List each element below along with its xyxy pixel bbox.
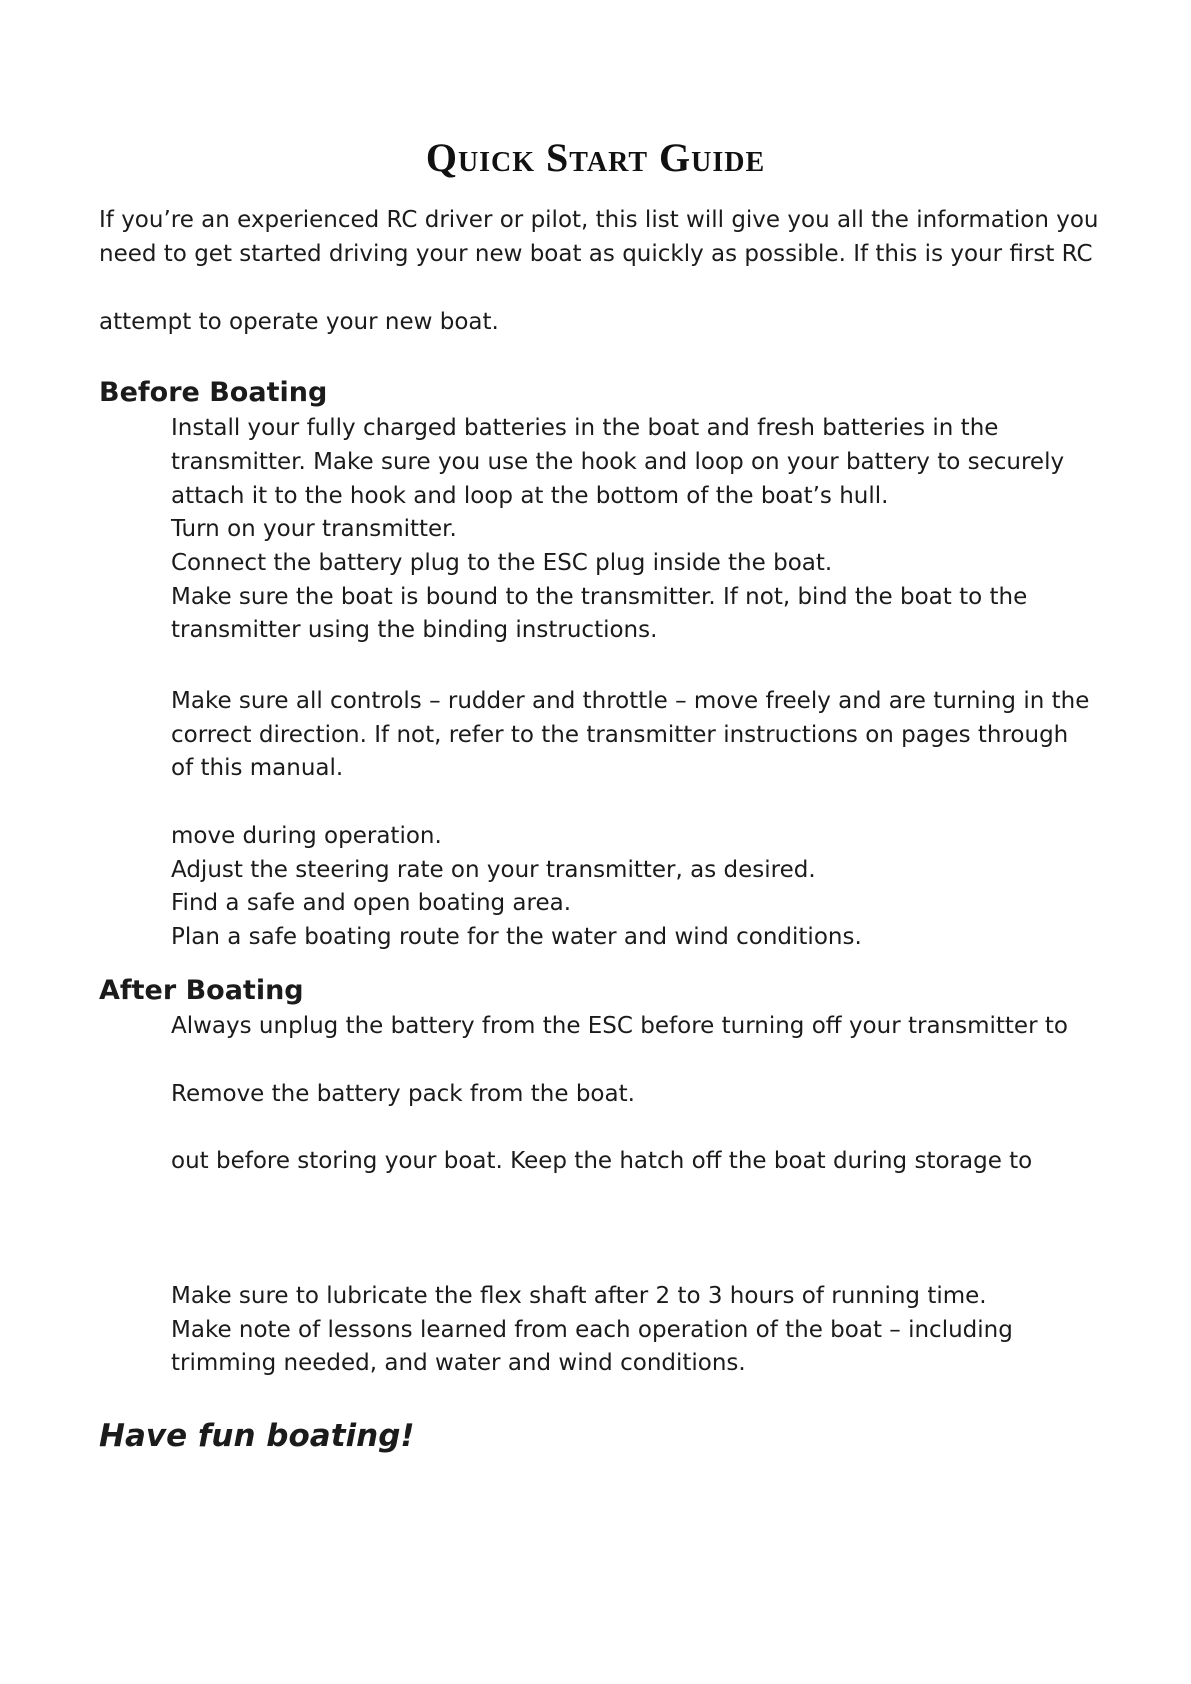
after-boating-line: Make note of lessons learned from each operation of the boat – including <box>171 1317 1013 1343</box>
before-boating-line: Turn on your transmitter. <box>171 516 457 542</box>
intro-line: need to get started driving your new boat as quickly as possible. If this is your first RC <box>99 241 1093 267</box>
before-boating-line: Connect the battery plug to the ESC plug inside the boat. <box>171 550 833 576</box>
before-boating-line: attach it to the hook and loop at the bottom of the boat’s hull. <box>171 483 889 509</box>
before-boating-line: transmitter. Make sure you use the hook and loop on your battery to securely <box>171 449 1065 475</box>
before-boating-line: Make sure the boat is bound to the transmitter. If not, bind the boat to the <box>171 584 1028 610</box>
intro-line: attempt to operate your new boat. <box>99 309 499 335</box>
after-boating-line: trimming needed, and water and wind conditions. <box>171 1350 746 1376</box>
before-boating-line: transmitter using the binding instructions. <box>171 617 658 643</box>
intro-line: If you’re an experienced RC driver or pilot, this list will give you all the information you <box>99 207 1099 233</box>
after-boating-line: Make sure to lubricate the flex shaft after 2 to 3 hours of running time. <box>171 1283 987 1309</box>
before-boating-line: move during operation. <box>171 823 442 849</box>
after-boating-line: out before storing your boat. Keep the hatch off the boat during storage to <box>171 1148 1033 1174</box>
after-boating-line: Remove the battery pack from the boat. <box>171 1081 635 1107</box>
after-boating-line: Always unplug the battery from the ESC before turning off your transmitter to <box>171 1013 1068 1039</box>
before-boating-line: Adjust the steering rate on your transmitter, as desired. <box>171 857 816 883</box>
before-boating-line: Make sure all controls – rudder and throttle – move freely and are turning in the <box>171 688 1090 714</box>
before-boating-line: correct direction. If not, refer to the transmitter instructions on pages through <box>171 722 1069 748</box>
before-boating-line: of this manual. <box>171 755 344 781</box>
before-boating-line: Plan a safe boating route for the water and wind conditions. <box>171 924 862 950</box>
before-boating-heading: Before Boating <box>99 377 328 408</box>
before-boating-line: Find a safe and open boating area. <box>171 890 572 916</box>
after-boating-heading: After Boating <box>99 975 304 1006</box>
before-boating-line: Install your fully charged batteries in the boat and fresh batteries in the <box>171 415 999 441</box>
closing-message: Have fun boating! <box>99 1418 415 1454</box>
page-title: Quick Start Guide <box>425 135 766 180</box>
